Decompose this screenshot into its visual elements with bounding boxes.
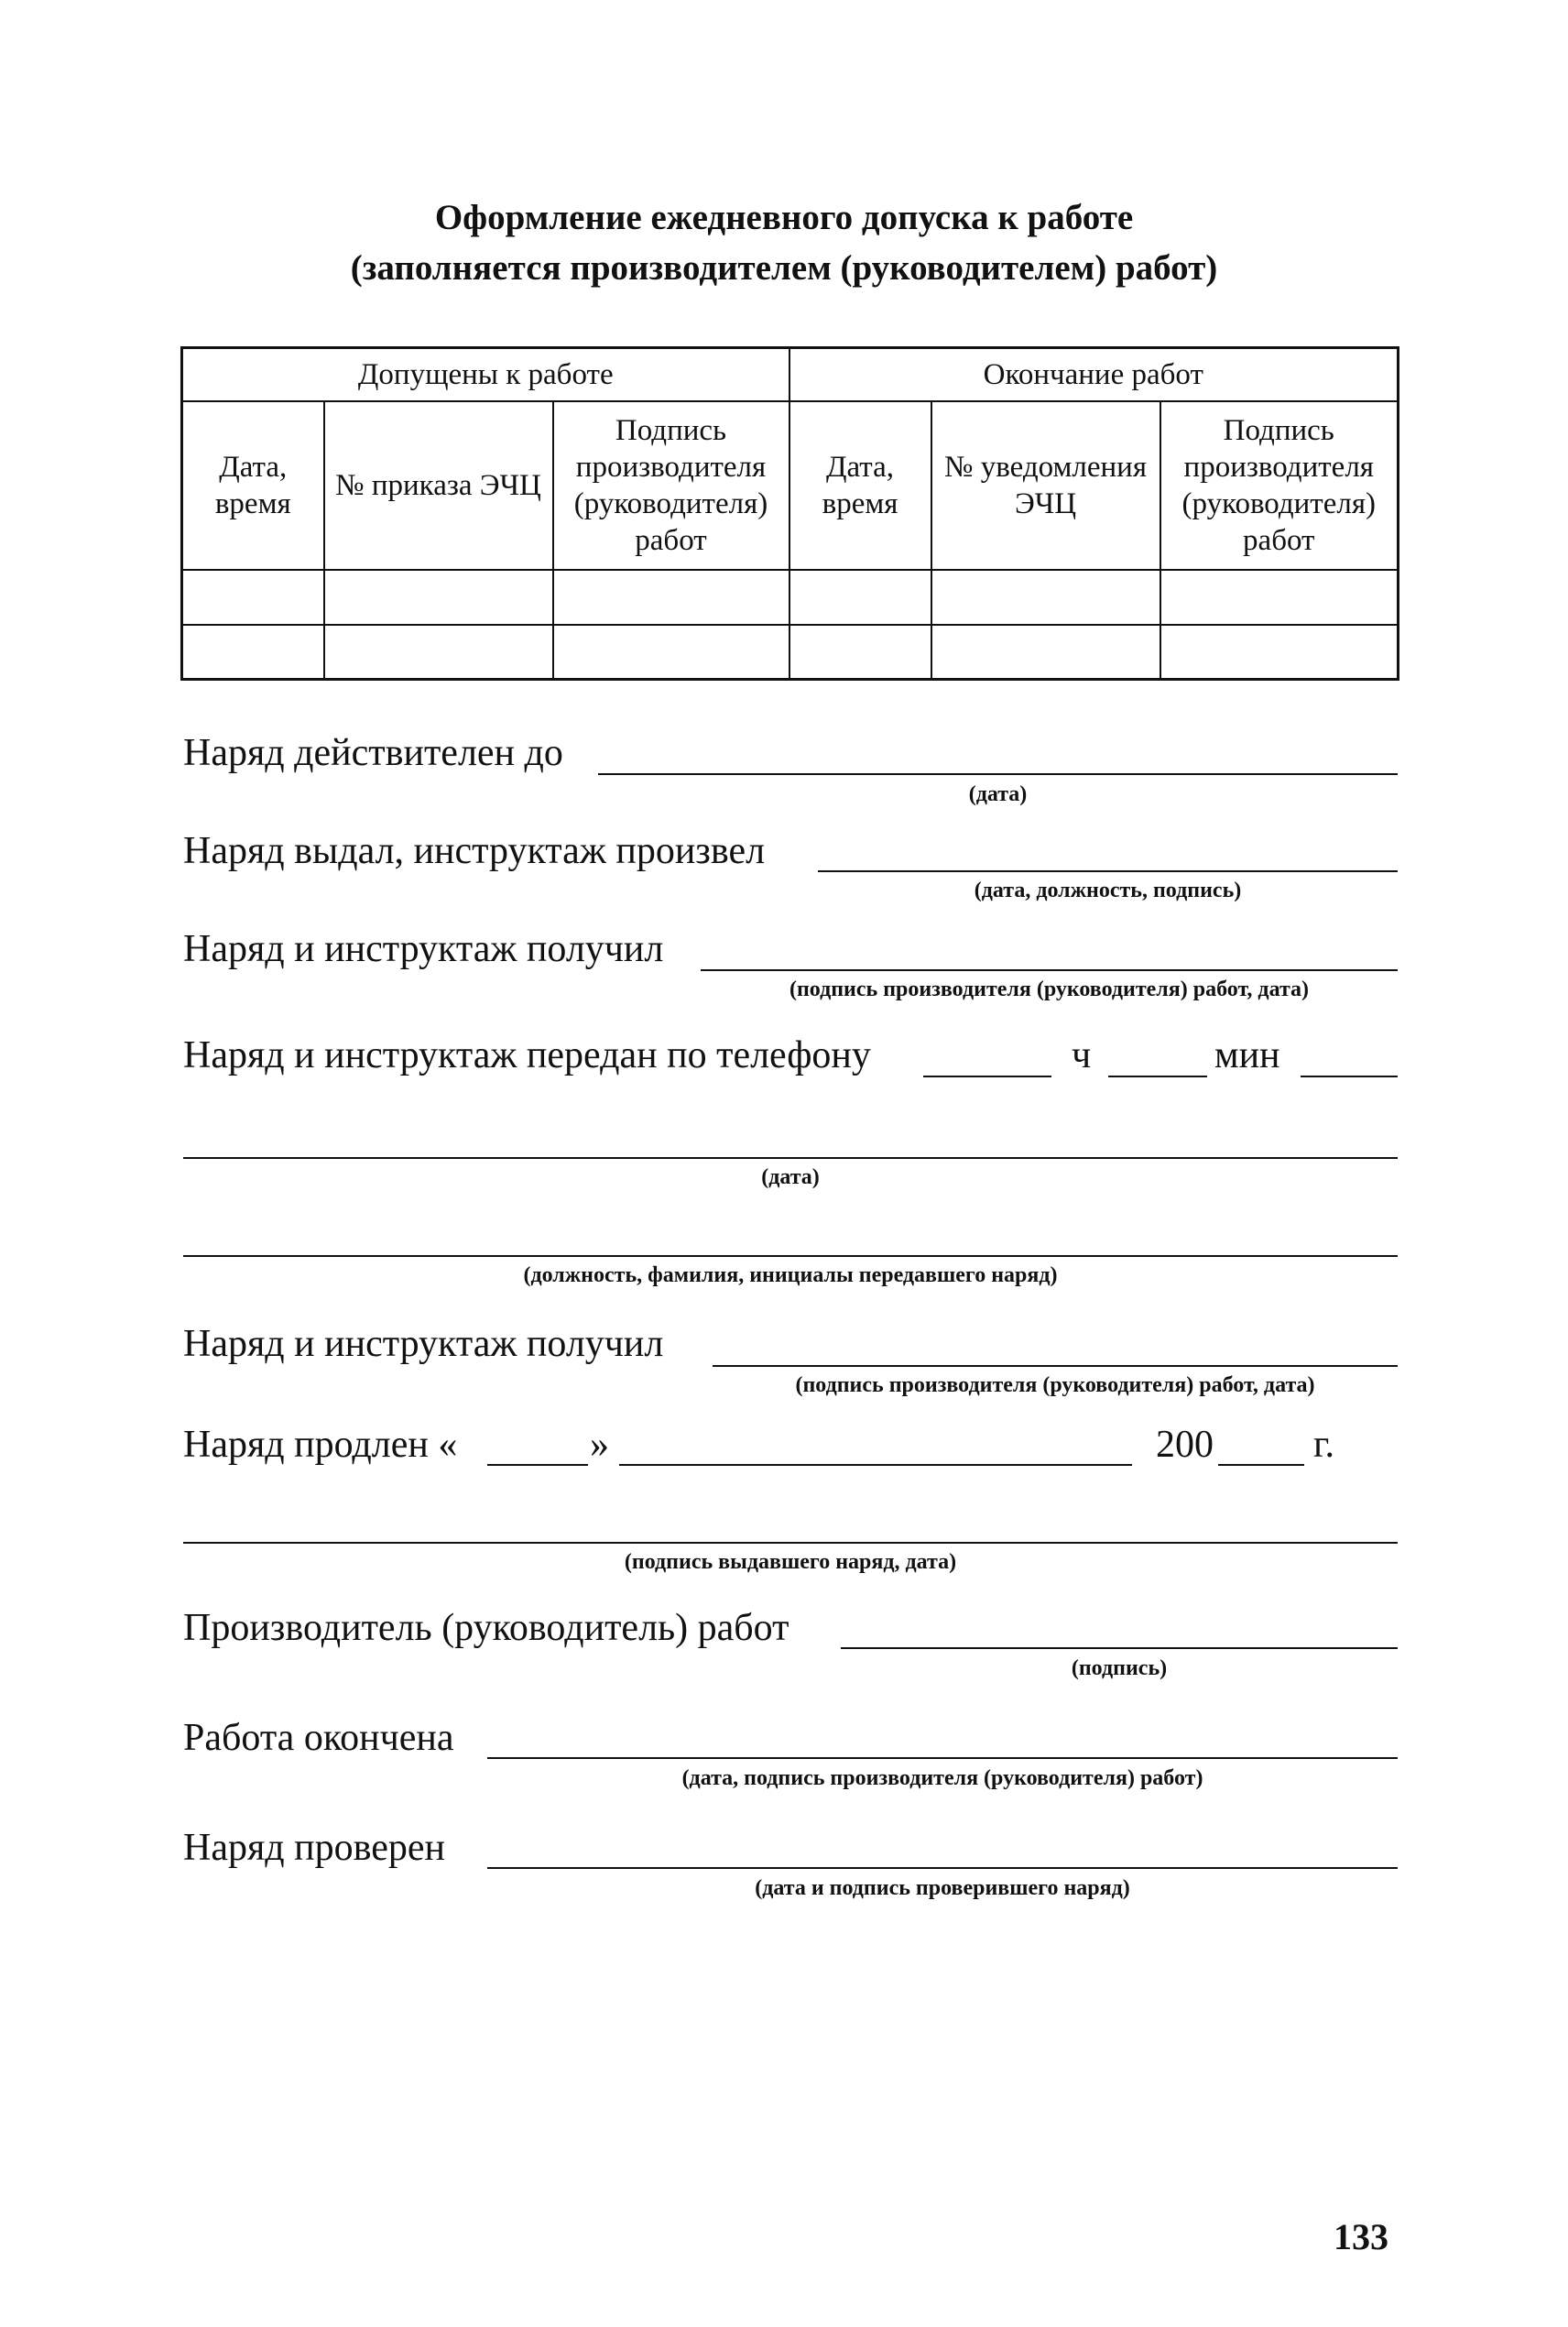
group-finished-header: Окончание работ [789, 348, 1399, 401]
admission-table [180, 346, 1399, 681]
group-admitted-header: Допущены к работе [182, 348, 789, 401]
finished-line[interactable] [487, 1757, 1398, 1759]
extended-quote-close: » [590, 1424, 609, 1466]
extended-year-prefix: 200 [1156, 1424, 1214, 1466]
table-cell[interactable] [931, 570, 1160, 625]
form-title-line2: (заполняется производителем (руководителем) работ) [350, 248, 1218, 288]
received-1-caption: (подпись производителя (руководителя) работ, дата) [789, 978, 1310, 1001]
col-signature-finished: Подпись производителя (руководителя) работ [1160, 401, 1399, 570]
finished-label: Работа окончена [183, 1717, 454, 1759]
valid-until-line[interactable] [598, 773, 1398, 775]
phone-hours-line[interactable] [1108, 1076, 1207, 1077]
table-cell[interactable] [553, 625, 789, 680]
table-cell[interactable] [789, 570, 931, 625]
issued-by-label: Наряд выдал, инструктаж произвел [183, 830, 766, 872]
extended-label: Наряд продлен « [183, 1424, 458, 1466]
table-cell[interactable] [553, 570, 789, 625]
producer-label: Производитель (руководитель) работ [183, 1607, 789, 1649]
phone-minutes-line[interactable] [1301, 1076, 1398, 1077]
extended-caption: (подпись выдавшего наряд, дата) [624, 1550, 957, 1574]
table-cell[interactable] [324, 625, 553, 680]
phone-date-short-line[interactable] [923, 1076, 1051, 1077]
phone-date-line[interactable] [183, 1157, 1398, 1159]
received-2-caption: (подпись производителя (руководителя) работ, дата) [795, 1373, 1315, 1397]
received-2-line[interactable] [713, 1365, 1398, 1367]
phone-minutes-label: мин [1214, 1034, 1280, 1076]
table-row [182, 570, 1399, 625]
table-cell[interactable] [789, 625, 931, 680]
page-number: 133 [1334, 2216, 1388, 2257]
issued-by-caption: (дата, должность, подпись) [974, 879, 1242, 902]
received-2-label: Наряд и инструктаж получил [183, 1323, 664, 1365]
table-cell[interactable] [182, 625, 324, 680]
col-notice-number: № уведомления ЭЧЦ [931, 401, 1160, 570]
extended-year-suffix: г. [1313, 1424, 1334, 1466]
table-cell[interactable] [1160, 625, 1399, 680]
col-date-time-admitted: Дата, время [182, 401, 324, 570]
col-date-time-finished: Дата, время [789, 401, 931, 570]
phone-hours-label: ч [1072, 1034, 1092, 1076]
phone-person-caption: (должность, фамилия, инициалы передавшего наряд) [523, 1263, 1058, 1287]
table-cell[interactable] [1160, 570, 1399, 625]
valid-until-label: Наряд действителен до [183, 732, 563, 774]
phone-label: Наряд и инструктаж передан по телефону [183, 1034, 871, 1076]
checked-label: Наряд проверен [183, 1827, 445, 1869]
table-row [182, 625, 1399, 680]
producer-caption: (подпись) [1071, 1656, 1168, 1680]
extended-month-line[interactable] [619, 1464, 1132, 1466]
received-1-label: Наряд и инструктаж получил [183, 928, 664, 970]
valid-until-caption: (дата) [968, 782, 1028, 806]
checked-line[interactable] [487, 1867, 1398, 1869]
col-signature-admitted: Подпись производителя (руководителя) работ [553, 401, 789, 570]
table-cell[interactable] [182, 570, 324, 625]
extended-signature-line[interactable] [183, 1542, 1398, 1544]
table-cell[interactable] [324, 570, 553, 625]
extended-day-line[interactable] [487, 1464, 588, 1466]
phone-person-line[interactable] [183, 1255, 1398, 1257]
table-cell[interactable] [931, 625, 1160, 680]
phone-date-caption: (дата) [761, 1165, 820, 1189]
form-title-line1: Оформление ежедневного допуска к работе [434, 198, 1134, 237]
col-order-number: № приказа ЭЧЦ [324, 401, 553, 570]
extended-year-line[interactable] [1218, 1464, 1304, 1466]
checked-caption: (дата и подпись проверившего наряд) [755, 1876, 1130, 1900]
received-1-line[interactable] [701, 969, 1398, 971]
producer-line[interactable] [841, 1647, 1398, 1649]
issued-by-line[interactable] [818, 870, 1398, 872]
finished-caption: (дата, подпись производителя (руководителя) работ) [681, 1766, 1203, 1790]
